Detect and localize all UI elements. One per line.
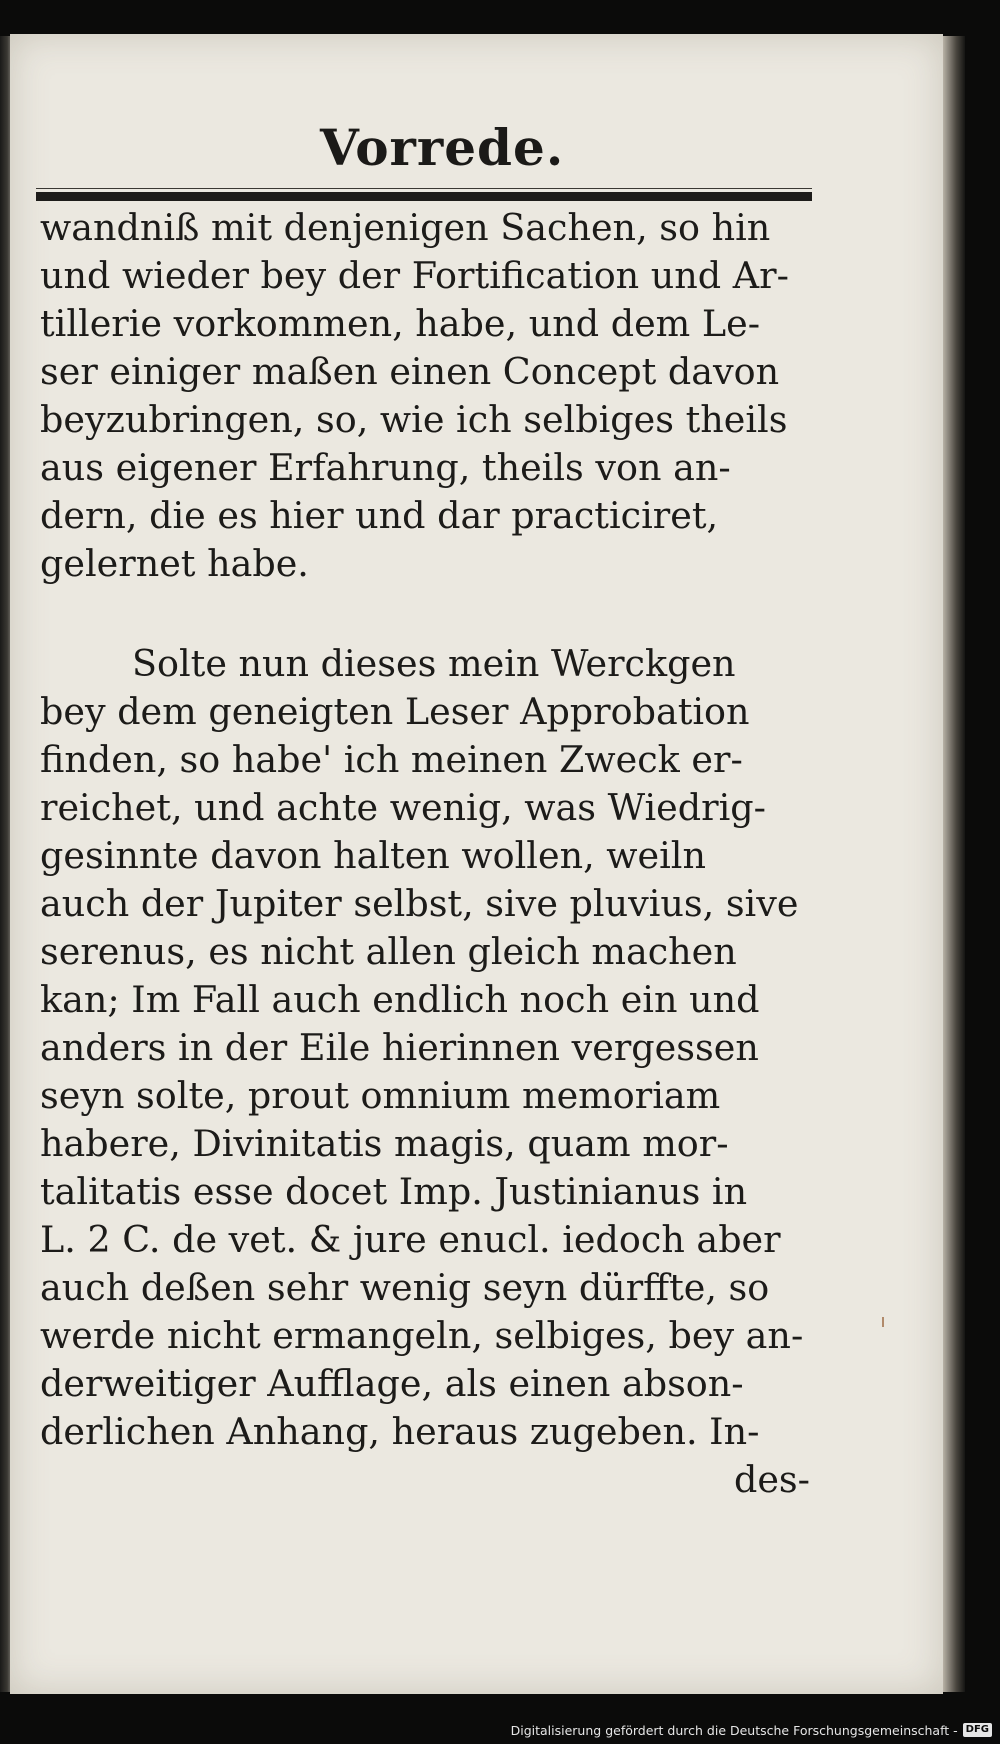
text-line: habere, Divinitatis magis, quam mor- — [40, 1122, 729, 1165]
text-line: serenus, es nicht allen gleich machen — [40, 930, 737, 973]
head-rule-thin — [36, 188, 812, 189]
text-line: talitatis esse docet Imp. Justinianus in — [40, 1170, 748, 1213]
text-line: L. 2 C. de vet. & jure enucl. iedoch aber — [40, 1218, 781, 1261]
text-line: ser einiger maßen einen Concept davon — [40, 350, 780, 393]
text-line: werde nicht ermangeln, selbiges, bey an- — [40, 1314, 804, 1357]
text-line: finden, so habe' ich meinen Zweck er- — [40, 738, 743, 781]
footer-credit: Digitalisierung gefördert durch die Deutsche Forschungsgemeinschaft - — [510, 1722, 958, 1738]
dfg-logo-icon: DFG — [963, 1723, 992, 1737]
text-line: aus eigener Erfahrung, theils von an- — [40, 446, 731, 489]
text-line: und wieder bey der Fortification und Ar- — [40, 254, 789, 297]
text-line: anders in der Eile hierinnen vergessen — [40, 1026, 759, 1069]
text-line: auch deßen sehr wenig seyn dürffte, so — [40, 1266, 770, 1309]
text-line: auch der Jupiter selbst, sive pluvius, sive — [40, 882, 799, 925]
text-line: dern, die es hier und dar practiciret, — [40, 494, 719, 537]
text-line: beyzubringen, so, wie ich selbiges theils — [40, 398, 788, 441]
text-line: gesinnte davon halten wollen, weiln — [40, 834, 706, 877]
text-line: kan; Im Fall auch endlich noch ein und — [40, 978, 760, 1021]
page-edge — [943, 36, 965, 1692]
text-line: reichet, und achte wenig, was Wiedrig- — [40, 786, 766, 829]
text-line: bey dem geneigten Leser Approbation — [40, 690, 750, 733]
running-head: Vorrede. — [320, 118, 565, 177]
body-text — [40, 204, 810, 1504]
text-line: Solte nun dieses mein Werckgen — [132, 642, 736, 685]
text-line: seyn solte, prout omnium memoriam — [40, 1074, 721, 1117]
paragraph-break — [40, 588, 810, 640]
text-line: tillerie vorkommen, habe, und dem Le- — [40, 302, 761, 345]
digitization-footer — [511, 1720, 992, 1740]
text-line: derweitiger Aufflage, als einen abson- — [40, 1362, 744, 1405]
catchword: des- — [733, 1458, 810, 1501]
text-line: derlichen Anhang, heraus zugeben. In- — [40, 1410, 760, 1453]
head-rule — [36, 192, 812, 201]
text-line: gelernet habe. — [40, 542, 309, 585]
text-line: wandniß mit denjenigen Sachen, so hin — [40, 206, 771, 249]
ink-speck — [882, 1317, 884, 1327]
